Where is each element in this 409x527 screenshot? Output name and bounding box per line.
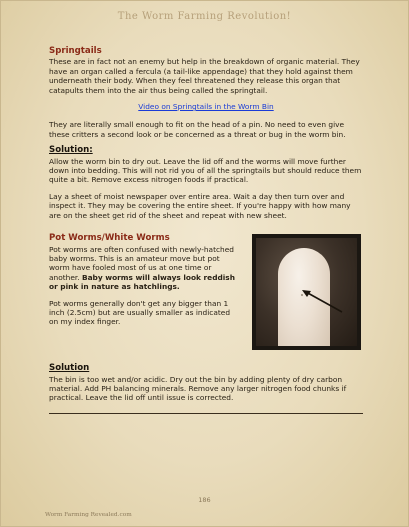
solution-2-para: The bin is too wet and/or acidic. Dry out the bin by adding plenty of dry carbon material. Add PH balancing minerals. Remove any larger nitrogen food chunks if practical. Leave the lid off until issue is corrected. (49, 374, 347, 403)
potworms-heading: Pot Worms/White Worms (49, 233, 170, 244)
potworms-para-1-text: Pot worms are often confused with newly-hatched baby worms. This is an amateur move but pot worm have fooled most of us at one time or another. (49, 244, 234, 282)
arrow-icon (296, 286, 346, 316)
springtails-video-link[interactable]: Video on Springtails in the Worm Bin (138, 102, 274, 112)
solution-1-para-1: Allow the worm bin to dry out. Leave the lid off and the worms will move further down into bedding. This will not rid you of all the springtails but should reduce them quite a bit. Remove excess nitrogen foods if practical. (49, 156, 362, 185)
springtails-body-2: They are literally small enough to fit on the head of a pin. No need to even give these critters a second look or be concerned as a threat or bug in the worm bin. (49, 120, 346, 139)
potworms-section (49, 234, 363, 352)
solution-1-heading: Solution: (49, 145, 93, 156)
potworms-para-1-bold: Baby worms will always look reddish or pink in nature as hatchlings. (49, 272, 235, 292)
photo-image (256, 238, 357, 346)
solution-2-heading: Solution (49, 363, 90, 374)
page-number: 186 (198, 496, 211, 504)
page-content (49, 47, 363, 414)
video-link-line (49, 102, 363, 111)
footer-site: Worm Farming Revealed.com (45, 512, 132, 518)
potworms-text-column (49, 234, 241, 327)
potworms-para-1 (49, 245, 241, 292)
page-header-title: The Worm Farming Revolution! (117, 11, 292, 22)
potworms-para-2: Pot worms generally don't get any bigger than 1 inch (2.5cm) but are usually smaller as indicated on my index finger. (49, 298, 231, 327)
springtails-body: These are in fact not an enemy but help in the breakdown of organic material. They have an organ called a fercula (a tail-like appendage) that they hold against them underneath their body. When they feel threatened they release this organ that catapults them into the air thus being called the springtail. (49, 57, 360, 95)
springtails-heading: Springtails (49, 46, 102, 56)
solution-1-para-2: Lay a sheet of moist newspaper over entire area. Wait a day then turn over and inspect it. They may be covering the entire sheet. If you're happy with how many are on the sheet get rid of the sheet and repeat with new sheet. (49, 191, 351, 220)
section-divider (49, 413, 363, 414)
index-finger-photo (252, 234, 361, 350)
